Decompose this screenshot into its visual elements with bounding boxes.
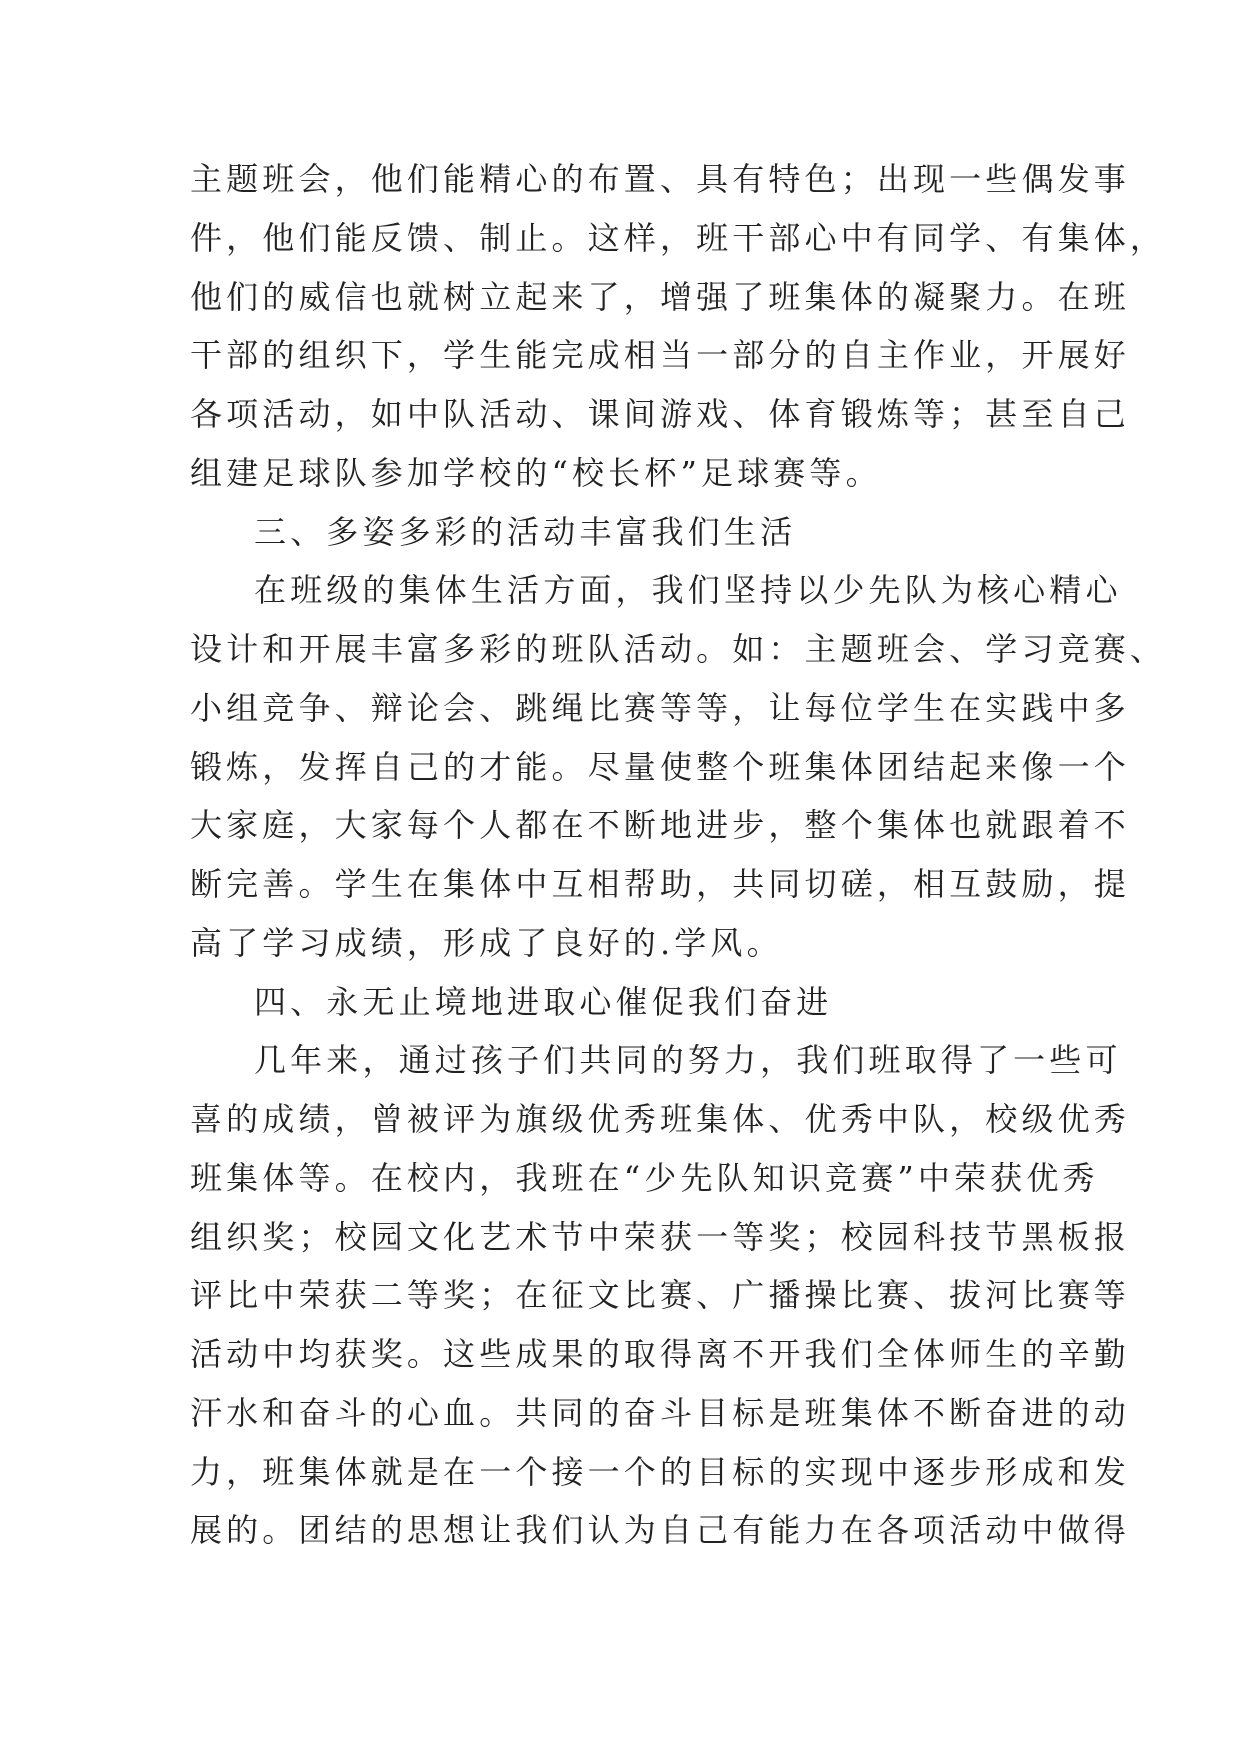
text-line: 评比中荣获二等奖；在征文比赛、广播操比赛、拔河比赛等	[190, 1276, 1130, 1315]
text-line: 汗水和奋斗的心血。共同的奋斗目标是班集体不断奋进的动	[190, 1393, 1130, 1432]
text-line: 大家庭，大家每个人都在不断地进步，整个集体也就跟着不	[190, 806, 1130, 845]
text-line: 断完善。学生在集体中互相帮助，共同切磋，相互鼓励，提	[190, 865, 1130, 903]
text-line: 组织奖；校园文化艺术节中荣获一等奖；校园科技节黑板报	[190, 1217, 1130, 1256]
text-line: 各项活动，如中队活动、课间游戏、体育锻炼等；甚至自己	[190, 395, 1130, 433]
text-line: 设计和开展丰富多彩的班队活动。如：主题班会、学习竞赛、	[190, 630, 1167, 668]
paragraph-first-line: 几年来，通过孩子们共同的努力，我们班取得了一些可	[254, 1041, 1122, 1080]
text-line: 组建足球队参加学校的“校长杯”足球赛等。	[190, 453, 882, 492]
text-line: 干部的组织下，学生能完成相当一部分的自主作业，开展好	[190, 336, 1130, 375]
text-line: 喜的成绩，曾被评为旗级优秀班集体、优秀中队，校级优秀	[190, 1100, 1130, 1138]
document-body	[190, 150, 1167, 1560]
text-line: 主题班会，他们能精心的布置、具有特色；出现一些偶发事	[190, 160, 1130, 198]
text-line: 小组竞争、辩论会、跳绳比赛等等，让每位学生在实践中多	[190, 688, 1130, 727]
text-line: 件，他们能反馈、制止。这样，班干部心中有同学、有集体，	[190, 218, 1167, 257]
section-heading: 三、多姿多彩的活动丰富我们生活	[254, 512, 797, 551]
text-line: 高了学习成绩，形成了良好的.学风。	[190, 923, 783, 962]
text-line: 展的。团结的思想让我们认为自己有能力在各项活动中做得	[190, 1511, 1130, 1550]
text-line: 他们的威信也就树立起来了，增强了班集体的凝聚力。在班	[190, 277, 1130, 316]
text-line: 班集体等。在校内，我班在“少先队知识竞赛”中荣获优秀	[190, 1158, 1099, 1197]
section-heading: 四、永无止境地进取心催促我们奋进	[254, 982, 833, 1021]
paragraph-first-line: 在班级的集体生活方面，我们坚持以少先队为核心精心	[254, 571, 1122, 610]
text-line: 活动中均获奖。这些成果的取得离不开我们全体师生的辛勤	[190, 1335, 1130, 1373]
text-line: 锻炼，发挥自己的才能。尽量使整个班集体团结起来像一个	[190, 747, 1130, 786]
text-line: 力，班集体就是在一个接一个的目标的实现中逐步形成和发	[190, 1452, 1130, 1491]
